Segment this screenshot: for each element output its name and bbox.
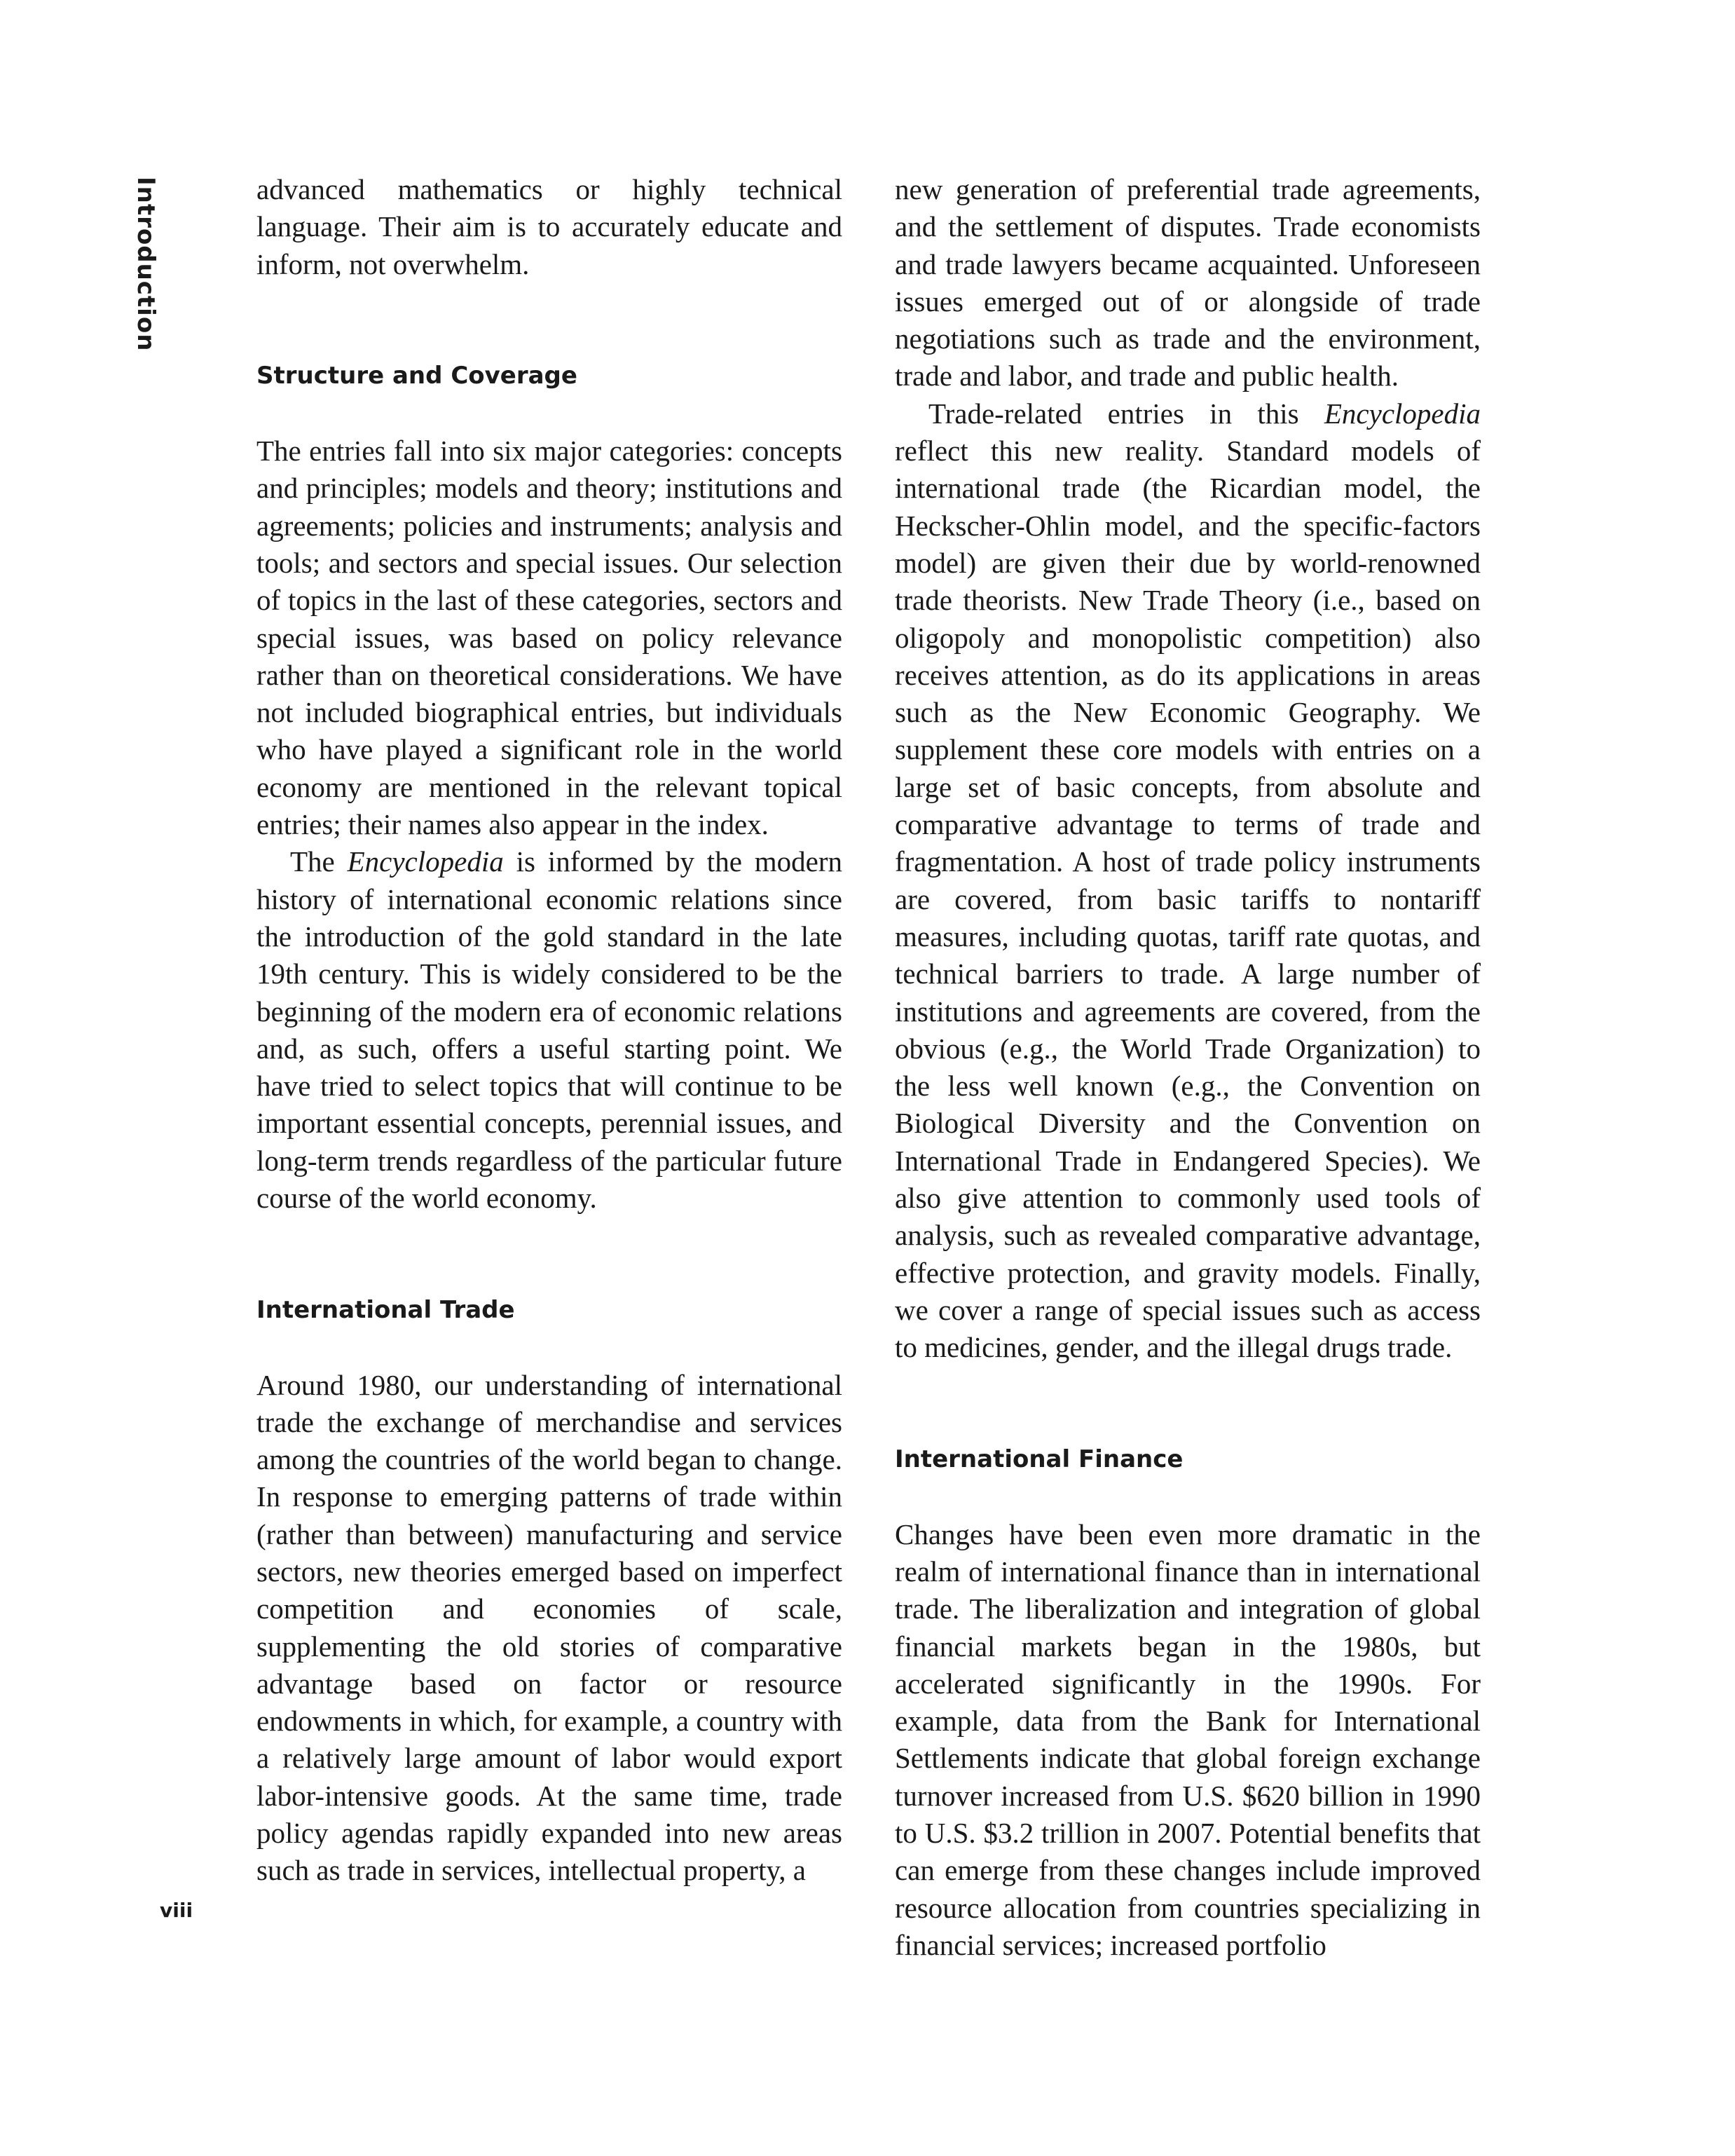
- paragraph: new generation of preferential trade agreements, and the settlement of disputes. Trade economists and trade lawyers became acquainted. Unforeseen issues emerged out of or alongside of trade negotiations such as trade and the environment, trade and labor, and trade and public health.: [895, 173, 1481, 393]
- italic-title: Encyclopedia: [347, 845, 504, 878]
- italic-title: Encyclopedia: [1324, 397, 1481, 430]
- section-heading-finance: International Finance: [895, 1445, 1184, 1474]
- paragraph: Around 1980, our understanding of international trade the exchange of merchandise and services among the countries of the world began to change. In response to emerging patterns of trade within (rather than between) manufacturing and service sectors, new theories emerged based on imperfect competition and economies of scale, supplementing the old stories of comparative advantage based on factor or resource endowments in which, for example, a country with a relatively large amount of labor would export labor-intensive goods. At the same time, trade policy agendas rapidly expanded into new areas such as trade in services, intellectual property, a: [256, 1368, 842, 1887]
- paragraph: The Encyclopedia is informed by the modern history of international economic relations since the introduction of the gold standard in the late 19th century. This is widely considered to be the beginning of the modern era of economic relations and, as such, offers a useful starting point. We have tried to select topics that will continue to be important essential concepts, perennial issues, and long-term trends regardless of the particular future course of the world economy.: [256, 845, 842, 1215]
- left-column: [256, 171, 842, 1890]
- page-number: viii: [160, 1899, 193, 1922]
- paragraph: The entries fall into six major categories: concepts and principles; models and theory; institutions and agreements; policies and instruments; analysis and tools; and sectors and special issues. Our selection of topics in the last of these categories, sectors and special issues, was based on policy relevance rather than on theoretical considerations. We have not included biographical entries, but individuals who have played a significant role in the world economy are mentioned in the relevant topical entries; their names also appear in the index.: [256, 435, 842, 841]
- running-head: Introduction: [132, 177, 160, 352]
- section-heading-trade: International Trade: [256, 1295, 515, 1324]
- paragraph: Trade-related entries in this Encyclopedia reflect this new reality. Standard models of international trade (the Ricardian model, the Heckscher-Ohlin model, and the specific-factors model) are given their due by world-renowned trade theorists. New Trade Theory (i.e., based on oligopoly and monopolistic competition) also receives attention, as do its applications in areas such as the New Economic Geography. We supplement these core models with entries on a large set of basic concepts, from absolute and comparative advantage to terms of trade and fragmentation. A host of trade policy instruments are covered, from basic tariffs to nontariff measures, including quotas, tariff rate quotas, and technical barriers to trade. A large number of institutions and agreements are covered, from the obvious (e.g., the World Trade Organization) to the less well known (e.g., the Convention on Biological Diversity and the Convention on International Trade in Endangered Species). We also give attention to commonly used tools of analysis, such as revealed comparative advantage, effective protection, and gravity models. Finally, we cover a range of special issues such as access to medicines, gender, and the illegal drugs trade.: [895, 397, 1481, 1364]
- section-heading-structure: Structure and Coverage: [256, 362, 577, 390]
- paragraph: Changes have been even more dramatic in the realm of international finance than in international trade. The liberalization and integration of global financial markets began in the 1980s, but accelerated significantly in the 1990s. For example, data from the Bank for International Settlements indicate that global foreign exchange turnover increased from U.S. $620 billion in 1990 to U.S. $3.2 trillion in 2007. Potential benefits that can emerge from these changes include improved resource allocation from countries specializing in financial services; increased portfolio: [895, 1517, 1481, 1961]
- right-column: [895, 171, 1481, 1964]
- paragraph: advanced mathematics or highly technical language. Their aim is to accurately educate and inform, not overwhelm.: [256, 173, 842, 280]
